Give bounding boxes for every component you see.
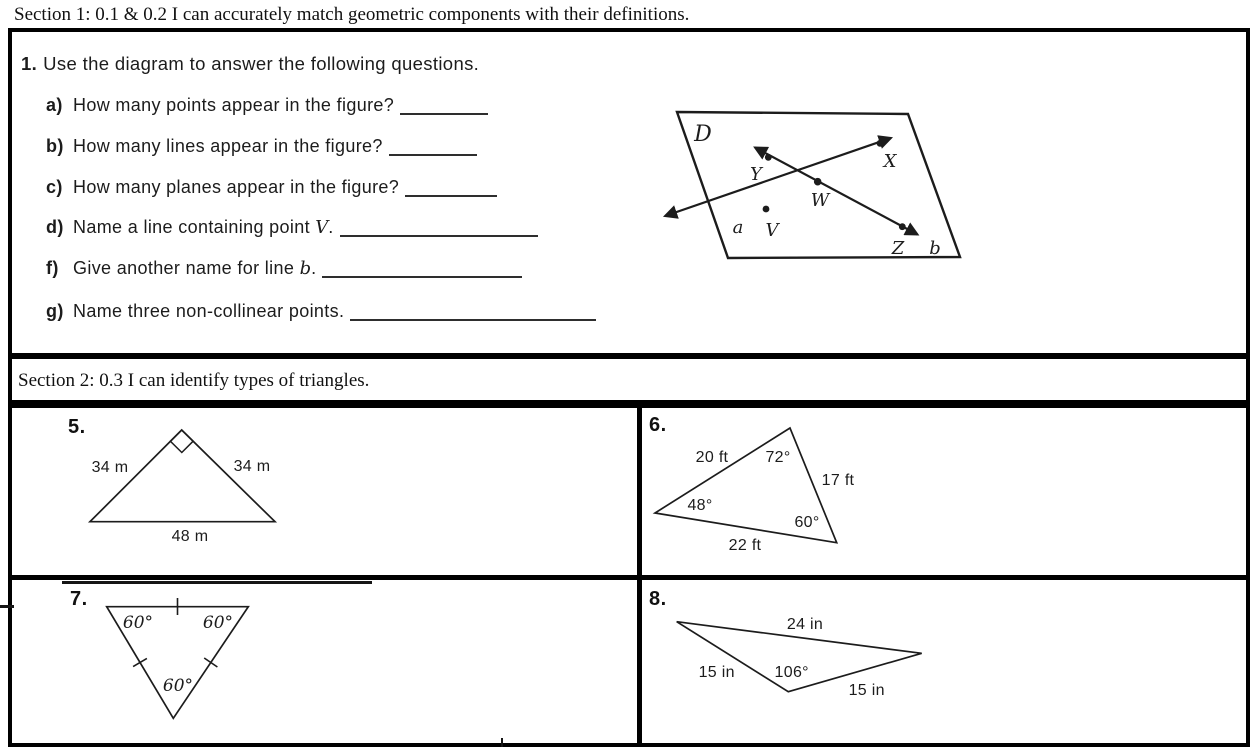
label-V: V <box>765 220 779 241</box>
part-a-label: a) <box>46 95 63 115</box>
part-b-text: How many lines appear in the figure? <box>73 136 383 156</box>
problem7-number: 7. <box>70 588 88 610</box>
triangle6-figure <box>648 408 948 553</box>
triangle8-figure <box>650 590 970 720</box>
t6-top-side-label: 20 ft <box>695 449 729 466</box>
point-W <box>814 178 822 186</box>
part-f-var: b <box>299 258 312 279</box>
t5-left-side-label: 34 m <box>91 459 129 476</box>
label-line-b: b <box>929 238 941 259</box>
triangle7-figure <box>58 585 298 735</box>
part-d-var: V <box>315 217 329 238</box>
point-V <box>763 206 770 213</box>
scan-artifact-line <box>62 581 372 584</box>
question-part-d <box>46 216 538 238</box>
part-g-text: Name three non-collinear points. <box>73 301 345 321</box>
question1-prompt: Use the diagram to answer the following questions. <box>43 53 480 74</box>
part-f-after: . <box>311 258 317 278</box>
answer-blank-f <box>322 261 522 278</box>
part-d-text: Name a line containing point <box>73 217 316 237</box>
t7-topleft-angle-label: 60° <box>122 613 154 633</box>
problem5-number: 5. <box>68 416 86 438</box>
scan-artifact-dash <box>0 605 14 608</box>
question1-heading <box>21 53 479 75</box>
t6-left-angle-label: 48° <box>687 497 713 514</box>
t6-base-side-label: 22 ft <box>728 537 762 554</box>
label-X: X <box>883 151 897 172</box>
answer-blank-c <box>405 180 497 197</box>
right-angle-marker <box>170 430 193 453</box>
t8-right-side-label: 15 in <box>848 682 885 699</box>
plane-label-D: D <box>694 122 712 147</box>
plane-diagram <box>665 105 975 265</box>
t6-right-side-label: 17 ft <box>821 472 855 489</box>
problem6-number: 6. <box>649 414 667 436</box>
right-side-tick <box>204 658 217 667</box>
point-Y <box>765 154 772 161</box>
part-d-label: d) <box>46 217 64 237</box>
question-part-f <box>46 257 522 279</box>
t6-top-angle-label: 72° <box>765 449 791 466</box>
t8-top-side-label: 24 in <box>786 616 824 633</box>
part-f-text: Give another name for line <box>73 258 300 278</box>
point-X <box>877 140 884 147</box>
grid-horizontal-divider <box>8 575 1250 580</box>
section2-row <box>8 355 1250 404</box>
label-Y: Y <box>750 164 762 185</box>
scan-artifact-tick <box>501 738 503 747</box>
point-Z <box>899 223 906 230</box>
problem8-number: 8. <box>649 588 667 610</box>
t8-left-side-label: 15 in <box>698 664 735 681</box>
answer-blank-g <box>350 304 596 321</box>
part-b-label: b) <box>46 136 64 156</box>
section2-title: Section 2: 0.3 I can identify types of triangles. <box>18 370 370 391</box>
left-side-tick <box>133 658 147 666</box>
label-Z: Z <box>891 238 905 259</box>
question-part-c <box>46 176 497 198</box>
part-d-after: . <box>328 217 334 237</box>
part-g-label: g) <box>46 301 64 321</box>
answer-blank-b <box>389 139 477 156</box>
part-f-label: f) <box>46 258 59 278</box>
label-line-a: a <box>732 217 744 238</box>
question1-number: 1. <box>21 53 38 74</box>
answer-blank-d <box>340 220 538 237</box>
t5-base-side-label: 48 m <box>171 528 209 545</box>
t7-topright-angle-label: 60° <box>202 613 234 633</box>
section1-title: Section 1: 0.1 & 0.2 I can accurately match geometric components with their definitions. <box>14 4 690 25</box>
t5-right-side-label: 34 m <box>233 458 271 475</box>
part-c-label: c) <box>46 177 63 197</box>
question-part-a <box>46 94 488 116</box>
t7-bottom-angle-label: 60° <box>162 676 194 696</box>
part-a-text: How many points appear in the figure? <box>73 95 395 115</box>
t6-right-angle-label: 60° <box>794 514 820 531</box>
triangle5-figure <box>55 410 305 550</box>
t8-bottom-angle-label: 106° <box>774 664 809 681</box>
label-W: W <box>810 190 830 211</box>
answer-blank-a <box>400 98 488 115</box>
part-c-text: How many planes appear in the figure? <box>73 177 400 197</box>
question-part-g <box>46 300 596 322</box>
question-part-b <box>46 135 477 157</box>
